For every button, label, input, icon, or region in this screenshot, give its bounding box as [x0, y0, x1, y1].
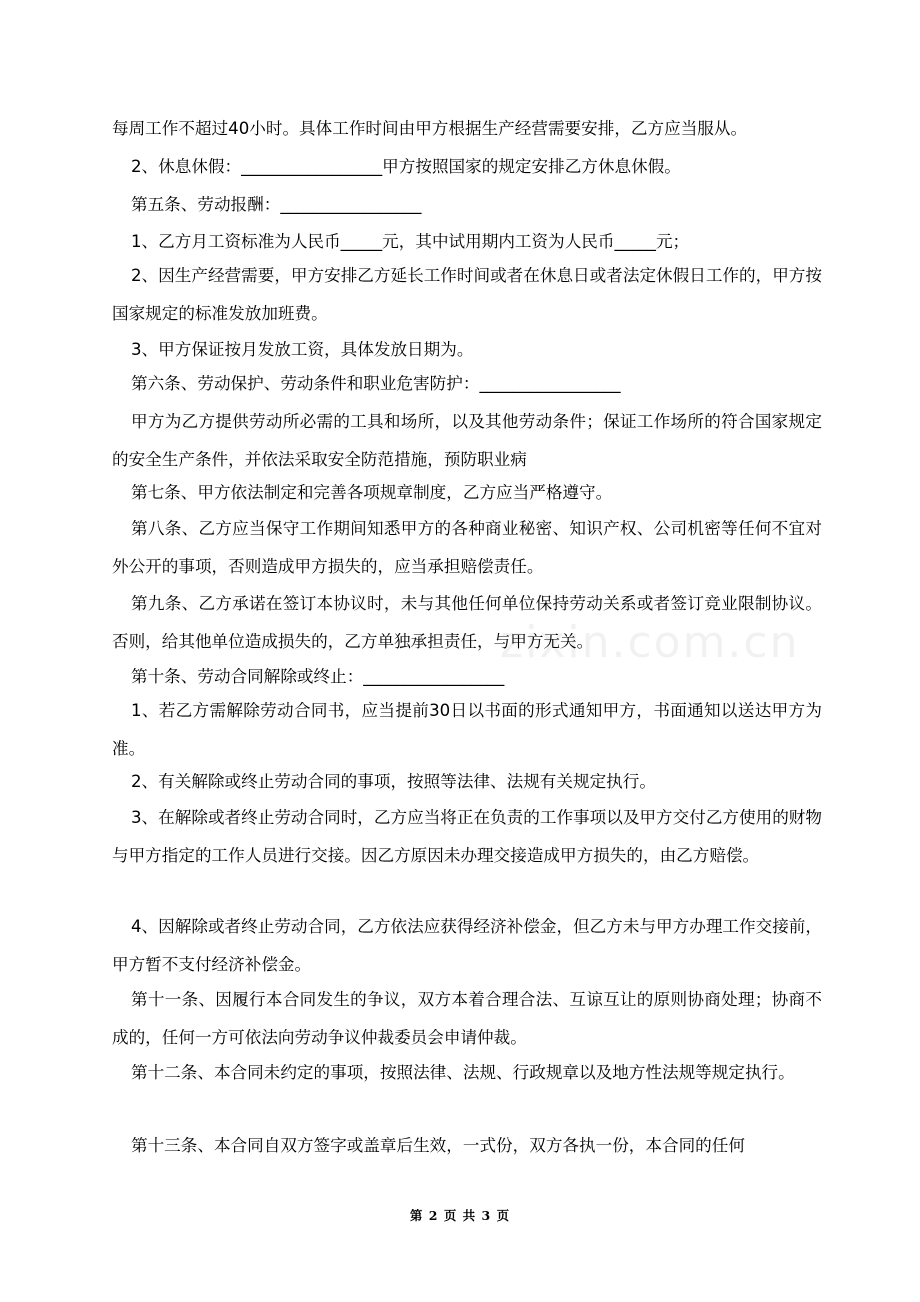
- paragraph: 2、因生产经营需要，甲方安排乙方延长工作时间或者在休息日或者法定休假日工作的，甲方按国家规定的标准发放加班费。: [112, 266, 822, 323]
- page-number: 第 2 页 共 3 页: [409, 1208, 511, 1223]
- paragraph: 第七条、甲方依法制定和完善各项规章制度，乙方应当严格遵守。: [131, 483, 613, 502]
- paragraph: 第六条、劳动保护、劳动条件和职业危害防护：_________________: [131, 374, 621, 393]
- paragraph: 2、休息休假：_________________甲方按照国家的规定安排乙方休息休假。: [131, 157, 681, 176]
- paragraph: 第五条、劳动报酬：_________________: [131, 195, 422, 214]
- paragraph: 4、因解除或者终止劳动合同，乙方依法应获得经济补偿金，但乙方未与甲方办理工作交接前，甲方暂不支付经济补偿金。: [112, 917, 822, 974]
- paragraph: 甲方为乙方提供劳动所必需的工具和场所，以及其他劳动条件；保证工作场所的符合国家规定的安全生产条件，并依法采取安全防范措施，预防职业病: [112, 412, 822, 469]
- paragraph: 第十条、劳动合同解除或终止：_________________: [131, 667, 505, 686]
- paragraph: 2、有关解除或终止劳动合同的事项，按照等法律、法规有关规定执行。: [131, 772, 656, 791]
- paragraph: 第十一条、因履行本合同发生的争议，双方本着合理合法、互谅互让的原则协商处理；协商不成的，任何一方可依法向劳动争议仲裁委员会申请仲裁。: [112, 990, 822, 1047]
- paragraph: 第十三条、本合同自双方签字或盖章后生效，一式份，双方各执一份，本合同的任何: [131, 1136, 745, 1155]
- paragraph: 第十二条、本合同未约定的事项，按照法律、法规、行政规章以及地方性法规等规定执行。: [131, 1063, 795, 1082]
- paragraph: 3、甲方保证按月发放工资，具体发放日期为。: [131, 340, 474, 359]
- watermark: zixin.com.cn: [500, 617, 800, 668]
- paragraph: 1、乙方月工资标准为人民币_____元，其中试用期内工资为人民币_____元；: [131, 232, 690, 251]
- paragraph: 每周工作不超过40小时。具体工作时间由甲方根据生产经营需要安排，乙方应当服从。: [112, 119, 748, 138]
- paragraph: 第九条、乙方承诺在签订本协议时，未与其他任何单位保持劳动关系或者签订竞业限制协议。否则，给其他单位造成损失的，乙方单独承担责任，与甲方无关。: [112, 594, 822, 651]
- paragraph: 第八条、乙方应当保守工作期间知悉甲方的各种商业秘密、知识产权、公司机密等任何不宜对外公开的事项，否则造成甲方损失的，应当承担赔偿责任。: [112, 519, 822, 576]
- paragraph: 1、若乙方需解除劳动合同书，应当提前30日以书面的形式通知甲方，书面通知以送达甲方为准。: [112, 701, 822, 758]
- paragraph: 3、在解除或者终止劳动合同时，乙方应当将正在负责的工作事项以及甲方交付乙方使用的财物与甲方指定的工作人员进行交接。因乙方原因未办理交接造成甲方损失的，由乙方赔偿。: [112, 808, 822, 865]
